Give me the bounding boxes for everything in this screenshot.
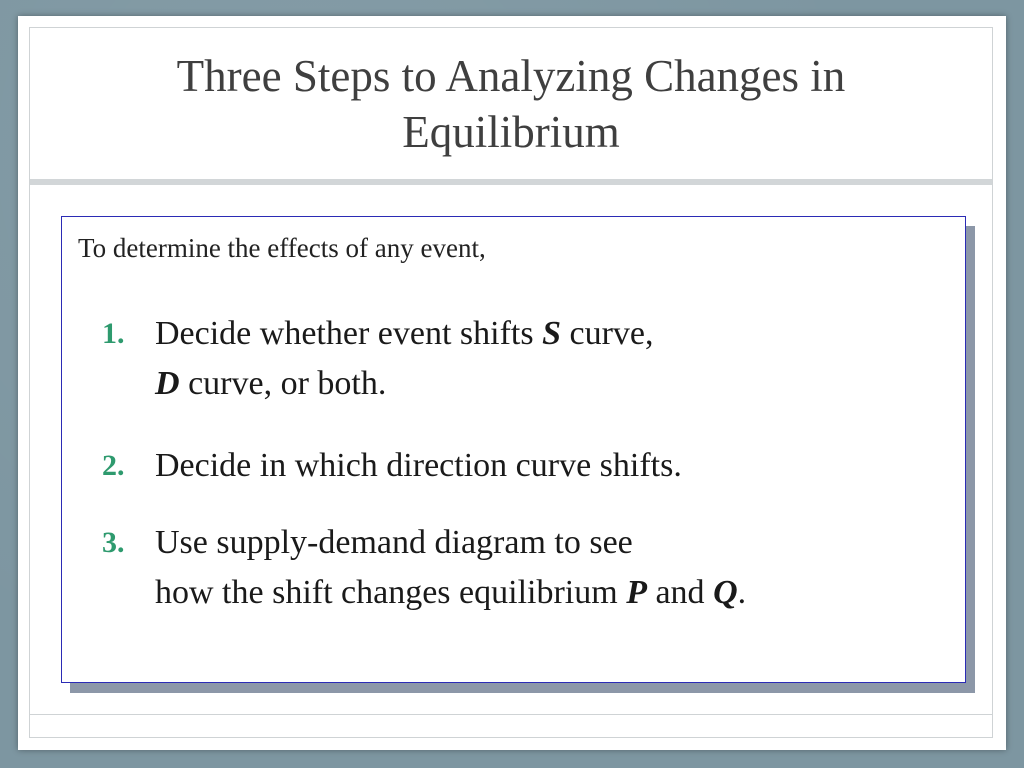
step-text [155, 518, 935, 618]
step-text [155, 309, 935, 409]
content-box [61, 216, 966, 683]
footer-divider [30, 714, 992, 715]
step-text-part: . [737, 574, 747, 611]
step-text-part: how the shift changes equilibrium [155, 574, 627, 611]
step-line [155, 309, 935, 359]
step-text-part: and [646, 574, 714, 611]
variable-p: P [626, 574, 647, 611]
step-line [155, 568, 935, 618]
title-area [30, 28, 992, 180]
step-number: 3. [102, 526, 125, 559]
step-number: 1. [102, 317, 125, 350]
step-number: 2. [102, 449, 125, 482]
step-text-part: curve, [561, 315, 654, 352]
step-text-part: curve, or both. [179, 365, 387, 402]
step-text-part: Decide whether event shifts [155, 315, 543, 352]
slide-title: Three Steps to Analyzing Changes in Equilibrium [176, 51, 846, 157]
step-text [155, 441, 935, 491]
intro-text: To determine the effects of any event, [78, 233, 486, 263]
step-line [155, 359, 935, 409]
variable-s: S [542, 315, 562, 352]
title-divider [30, 179, 992, 185]
step-line: Use supply-demand diagram to see [155, 524, 633, 561]
variable-q: Q [713, 574, 738, 611]
step-line: Decide in which direction curve shifts. [155, 447, 682, 484]
variable-d: D [155, 365, 180, 402]
slide-frame [18, 16, 1006, 750]
